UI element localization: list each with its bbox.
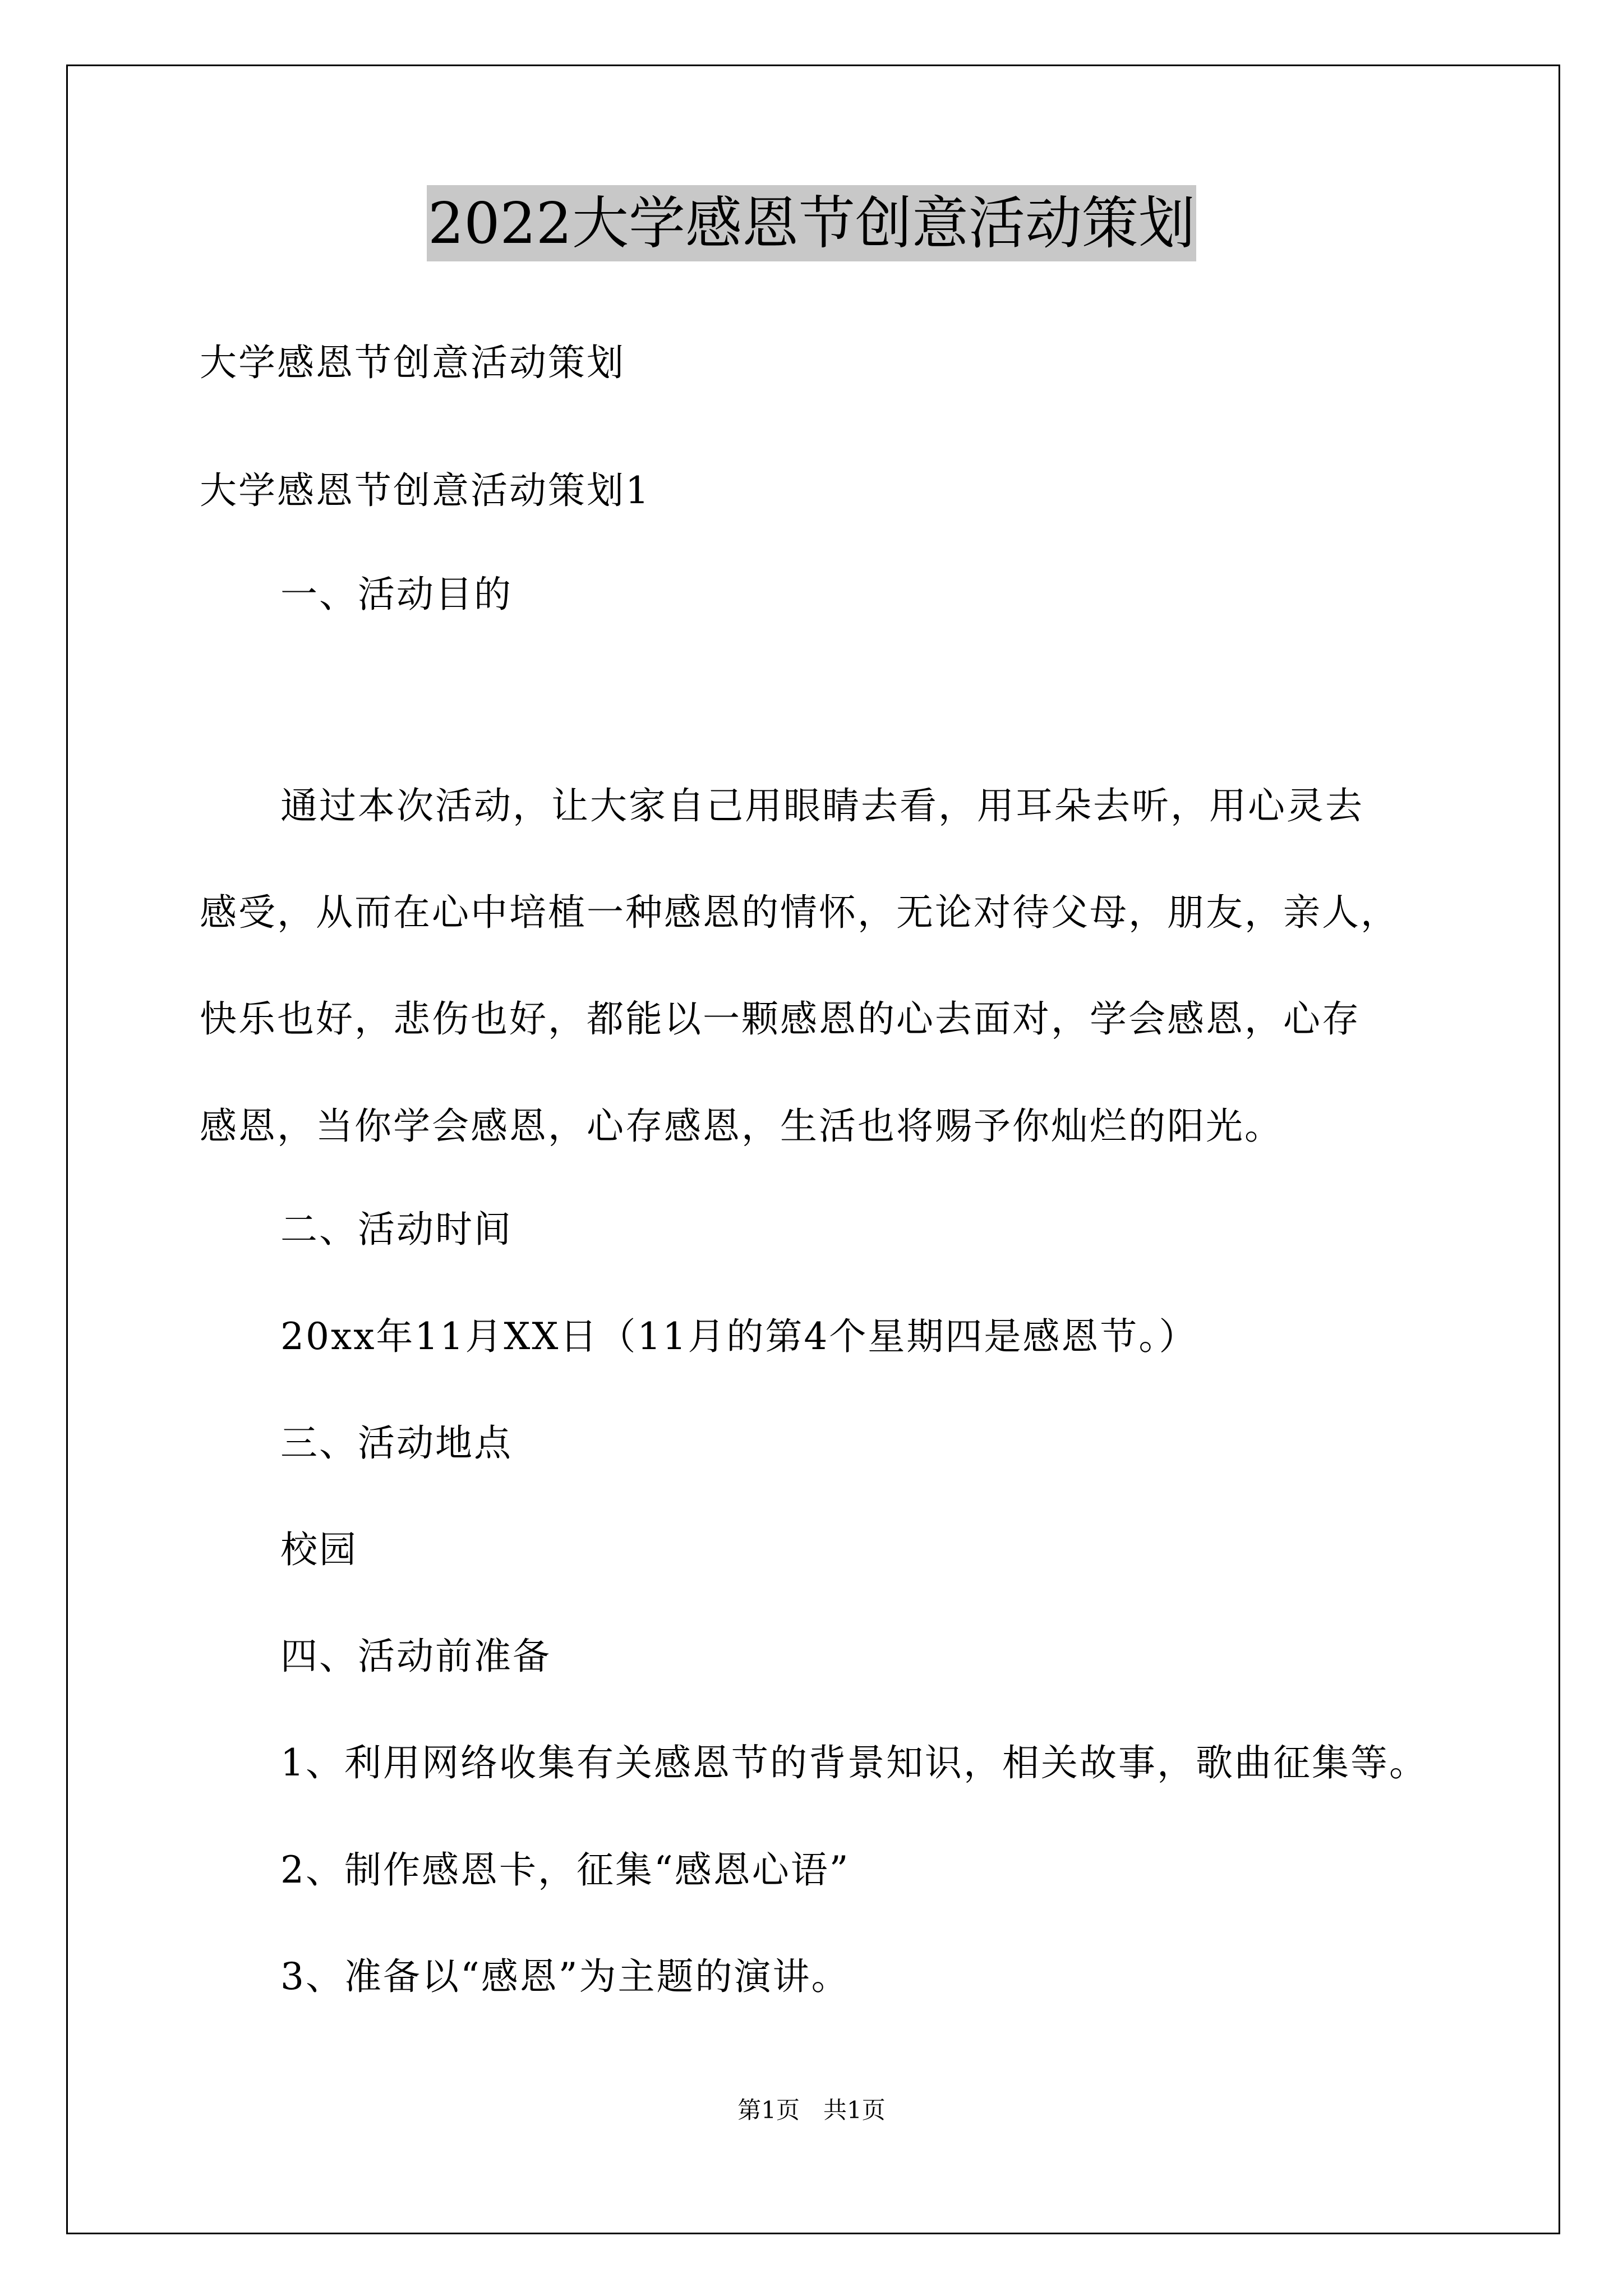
location-line: 校园 [280, 1528, 358, 1571]
page-footer: 第1页 共1页 [737, 2096, 886, 2124]
heading-preparation: 四、活动前准备 [280, 1635, 551, 1678]
heading-purpose: 一、活动目的 [280, 573, 513, 616]
subtitle-line: 大学感恩节创意活动策划 [200, 341, 625, 384]
list-item: 2、制作感恩卡，征集“感恩心语” [280, 1848, 850, 1892]
section-heading-line: 大学感恩节创意活动策划1 [200, 469, 651, 512]
paragraph-line: 快乐也好，悲伤也好，都能以一颗感恩的心去面对，学会感恩，心存 [200, 997, 1361, 1041]
document-title-wrap [0, 185, 1623, 261]
paragraph-line: 通过本次活动，让大家自己用眼睛去看，用耳朵去听，用心灵去 [280, 784, 1364, 827]
heading-location: 三、活动地点 [280, 1421, 513, 1465]
list-item: 1、利用网络收集有关感恩节的背景知识，相关故事，歌曲征集等。 [280, 1741, 1428, 1784]
heading-time: 二、活动时间 [280, 1208, 513, 1251]
list-item: 3、准备以“感恩”为主题的演讲。 [280, 1955, 850, 1998]
paragraph-line: 感受，从而在心中培植一种感恩的情怀，无论对待父母，朋友，亲人， [200, 891, 1399, 934]
paragraph-line: 感恩，当你学会感恩，心存感恩，生活也将赐予你灿烂的阳光。 [200, 1105, 1283, 1148]
document-title: 2022大学感恩节创意活动策划 [427, 185, 1196, 261]
time-line: 20xx年11月XX日（11月的第4个星期四是感恩节。） [280, 1315, 1198, 1358]
